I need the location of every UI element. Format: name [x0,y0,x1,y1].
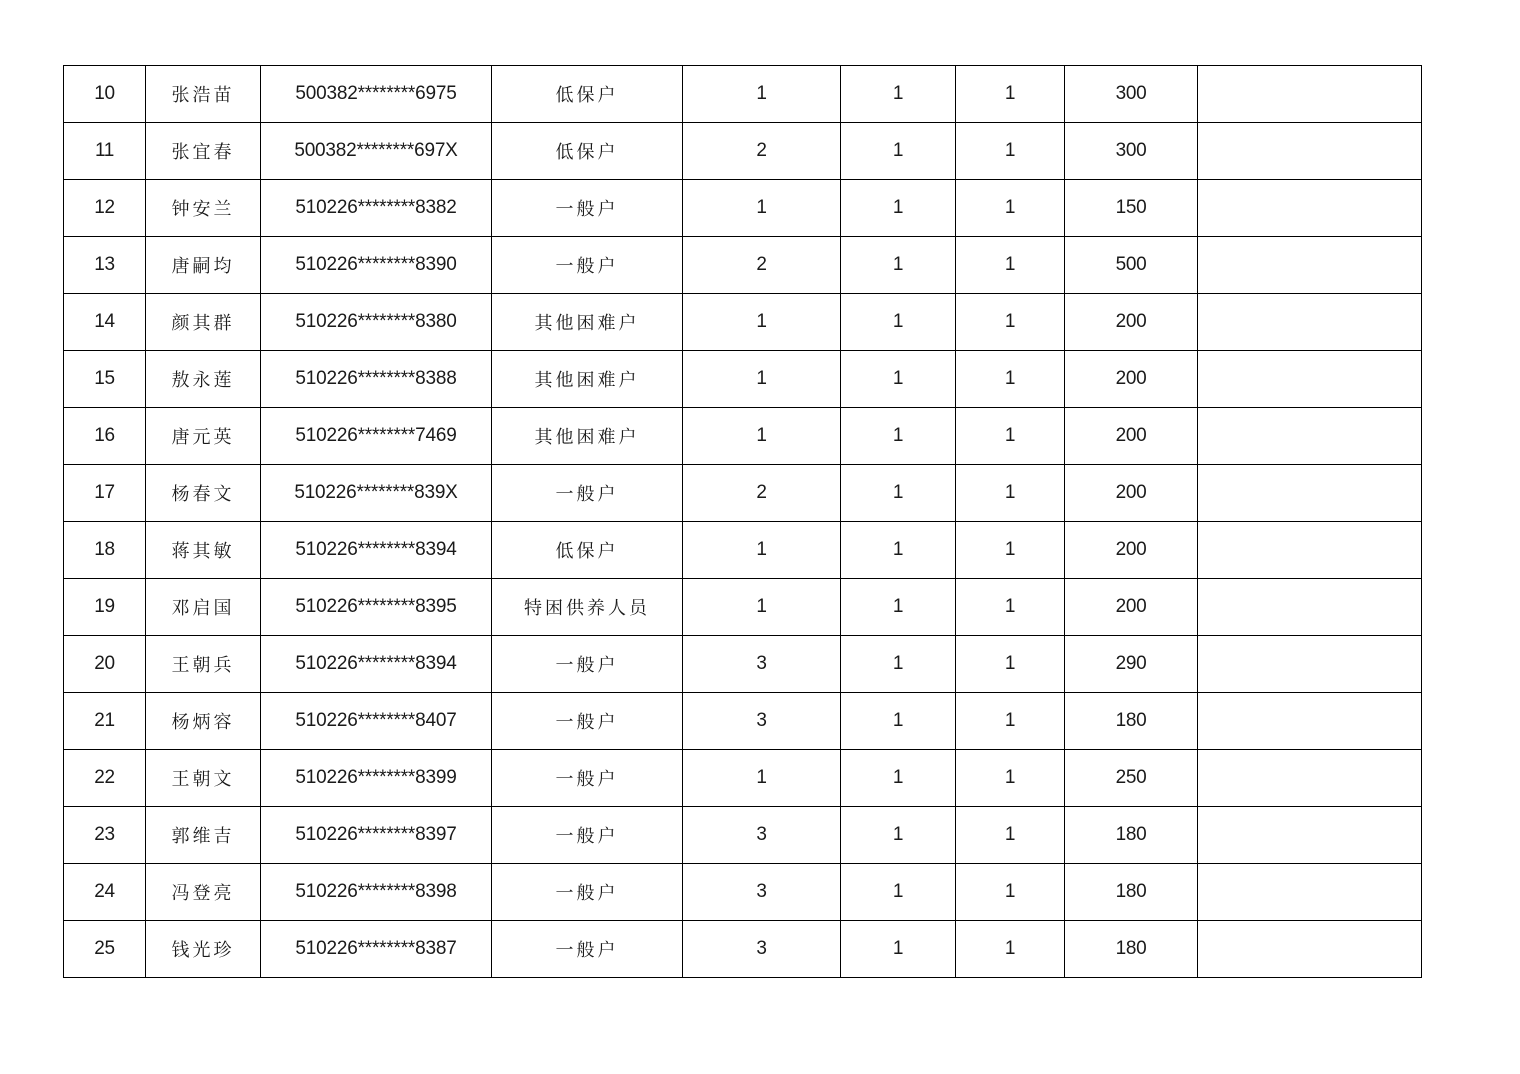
name-cell: 张宜春 [146,123,261,180]
amount-cell: 300 [1065,66,1198,123]
note-cell [1198,294,1422,351]
column-6-cell: 1 [841,522,956,579]
amount-cell: 200 [1065,522,1198,579]
column-5-cell: 1 [683,66,841,123]
table-row [64,465,1422,522]
household-category-cell: 一般户 [492,750,683,807]
row-number-cell: 21 [64,693,146,750]
id-number-cell: 510226********8394 [261,636,492,693]
column-7-cell: 1 [956,750,1065,807]
column-5-cell: 1 [683,522,841,579]
note-cell [1198,636,1422,693]
household-category-cell: 一般户 [492,180,683,237]
amount-cell: 150 [1065,180,1198,237]
column-5-cell: 2 [683,123,841,180]
table-row [64,807,1422,864]
id-number-cell: 500382********6975 [261,66,492,123]
column-5-cell: 1 [683,294,841,351]
table-row [64,180,1422,237]
column-7-cell: 1 [956,408,1065,465]
row-number-cell: 25 [64,921,146,978]
amount-cell: 290 [1065,636,1198,693]
name-cell: 钟安兰 [146,180,261,237]
column-7-cell: 1 [956,123,1065,180]
note-cell [1198,522,1422,579]
row-number-cell: 14 [64,294,146,351]
amount-cell: 250 [1065,750,1198,807]
column-7-cell: 1 [956,66,1065,123]
name-cell: 郭维吉 [146,807,261,864]
column-5-cell: 1 [683,351,841,408]
name-cell: 敖永莲 [146,351,261,408]
column-6-cell: 1 [841,807,956,864]
id-number-cell: 510226********8407 [261,693,492,750]
name-cell: 王朝文 [146,750,261,807]
household-category-cell: 一般户 [492,636,683,693]
note-cell [1198,807,1422,864]
table-row [64,294,1422,351]
id-number-cell: 510226********8382 [261,180,492,237]
household-category-cell: 一般户 [492,807,683,864]
amount-cell: 300 [1065,123,1198,180]
household-category-cell: 一般户 [492,864,683,921]
row-number-cell: 24 [64,864,146,921]
note-cell [1198,123,1422,180]
column-6-cell: 1 [841,66,956,123]
amount-cell: 200 [1065,408,1198,465]
row-number-cell: 18 [64,522,146,579]
column-7-cell: 1 [956,807,1065,864]
name-cell: 唐嗣均 [146,237,261,294]
id-number-cell: 510226********8394 [261,522,492,579]
note-cell [1198,864,1422,921]
column-6-cell: 1 [841,294,956,351]
household-category-cell: 其他困难户 [492,408,683,465]
table-row [64,921,1422,978]
column-6-cell: 1 [841,750,956,807]
column-6-cell: 1 [841,465,956,522]
row-number-cell: 23 [64,807,146,864]
id-number-cell: 510226********8395 [261,579,492,636]
data-table [63,65,1422,978]
id-number-cell: 510226********8380 [261,294,492,351]
household-category-cell: 一般户 [492,921,683,978]
column-7-cell: 1 [956,294,1065,351]
id-number-cell: 510226********8399 [261,750,492,807]
name-cell: 蒋其敏 [146,522,261,579]
table-row [64,351,1422,408]
row-number-cell: 22 [64,750,146,807]
table-row [64,408,1422,465]
column-6-cell: 1 [841,408,956,465]
table-row [64,864,1422,921]
column-5-cell: 1 [683,579,841,636]
note-cell [1198,693,1422,750]
row-number-cell: 15 [64,351,146,408]
name-cell: 杨春文 [146,465,261,522]
name-cell: 钱光珍 [146,921,261,978]
household-category-cell: 其他困难户 [492,351,683,408]
column-5-cell: 3 [683,693,841,750]
name-cell: 王朝兵 [146,636,261,693]
name-cell: 杨炳容 [146,693,261,750]
id-number-cell: 510226********8397 [261,807,492,864]
id-number-cell: 510226********7469 [261,408,492,465]
table-body [64,66,1422,978]
id-number-cell: 510226********839X [261,465,492,522]
column-5-cell: 1 [683,750,841,807]
household-category-cell: 低保户 [492,522,683,579]
household-category-cell: 低保户 [492,123,683,180]
table-row [64,750,1422,807]
id-number-cell: 510226********8398 [261,864,492,921]
table-row [64,522,1422,579]
note-cell [1198,465,1422,522]
amount-cell: 180 [1065,864,1198,921]
column-7-cell: 1 [956,921,1065,978]
amount-cell: 200 [1065,579,1198,636]
column-7-cell: 1 [956,237,1065,294]
name-cell: 邓启国 [146,579,261,636]
name-cell: 颜其群 [146,294,261,351]
column-5-cell: 3 [683,921,841,978]
row-number-cell: 10 [64,66,146,123]
column-7-cell: 1 [956,351,1065,408]
household-category-cell: 一般户 [492,465,683,522]
amount-cell: 180 [1065,921,1198,978]
household-category-cell: 一般户 [492,693,683,750]
row-number-cell: 12 [64,180,146,237]
id-number-cell: 510226********8387 [261,921,492,978]
note-cell [1198,921,1422,978]
household-category-cell: 特困供养人员 [492,579,683,636]
column-6-cell: 1 [841,237,956,294]
column-5-cell: 2 [683,237,841,294]
name-cell: 张浩苗 [146,66,261,123]
amount-cell: 200 [1065,351,1198,408]
table-row [64,123,1422,180]
amount-cell: 180 [1065,693,1198,750]
column-7-cell: 1 [956,522,1065,579]
column-5-cell: 2 [683,465,841,522]
column-6-cell: 1 [841,123,956,180]
id-number-cell: 500382********697X [261,123,492,180]
table-row [64,579,1422,636]
row-number-cell: 16 [64,408,146,465]
name-cell: 唐元英 [146,408,261,465]
note-cell [1198,180,1422,237]
table-row [64,237,1422,294]
column-5-cell: 3 [683,864,841,921]
table-row [64,66,1422,123]
column-7-cell: 1 [956,864,1065,921]
note-cell [1198,750,1422,807]
id-number-cell: 510226********8388 [261,351,492,408]
amount-cell: 200 [1065,465,1198,522]
column-5-cell: 1 [683,180,841,237]
column-5-cell: 3 [683,807,841,864]
note-cell [1198,66,1422,123]
column-7-cell: 1 [956,180,1065,237]
household-category-cell: 低保户 [492,66,683,123]
column-5-cell: 1 [683,408,841,465]
column-6-cell: 1 [841,351,956,408]
column-6-cell: 1 [841,864,956,921]
column-6-cell: 1 [841,693,956,750]
row-number-cell: 17 [64,465,146,522]
note-cell [1198,408,1422,465]
column-7-cell: 1 [956,465,1065,522]
note-cell [1198,351,1422,408]
row-number-cell: 19 [64,579,146,636]
column-7-cell: 1 [956,636,1065,693]
row-number-cell: 13 [64,237,146,294]
table-row [64,693,1422,750]
name-cell: 冯登亮 [146,864,261,921]
column-6-cell: 1 [841,636,956,693]
id-number-cell: 510226********8390 [261,237,492,294]
column-7-cell: 1 [956,693,1065,750]
amount-cell: 200 [1065,294,1198,351]
household-category-cell: 一般户 [492,237,683,294]
household-category-cell: 其他困难户 [492,294,683,351]
amount-cell: 500 [1065,237,1198,294]
column-6-cell: 1 [841,180,956,237]
column-6-cell: 1 [841,579,956,636]
row-number-cell: 11 [64,123,146,180]
column-7-cell: 1 [956,579,1065,636]
row-number-cell: 20 [64,636,146,693]
table-row [64,636,1422,693]
note-cell [1198,579,1422,636]
column-6-cell: 1 [841,921,956,978]
note-cell [1198,237,1422,294]
column-5-cell: 3 [683,636,841,693]
amount-cell: 180 [1065,807,1198,864]
